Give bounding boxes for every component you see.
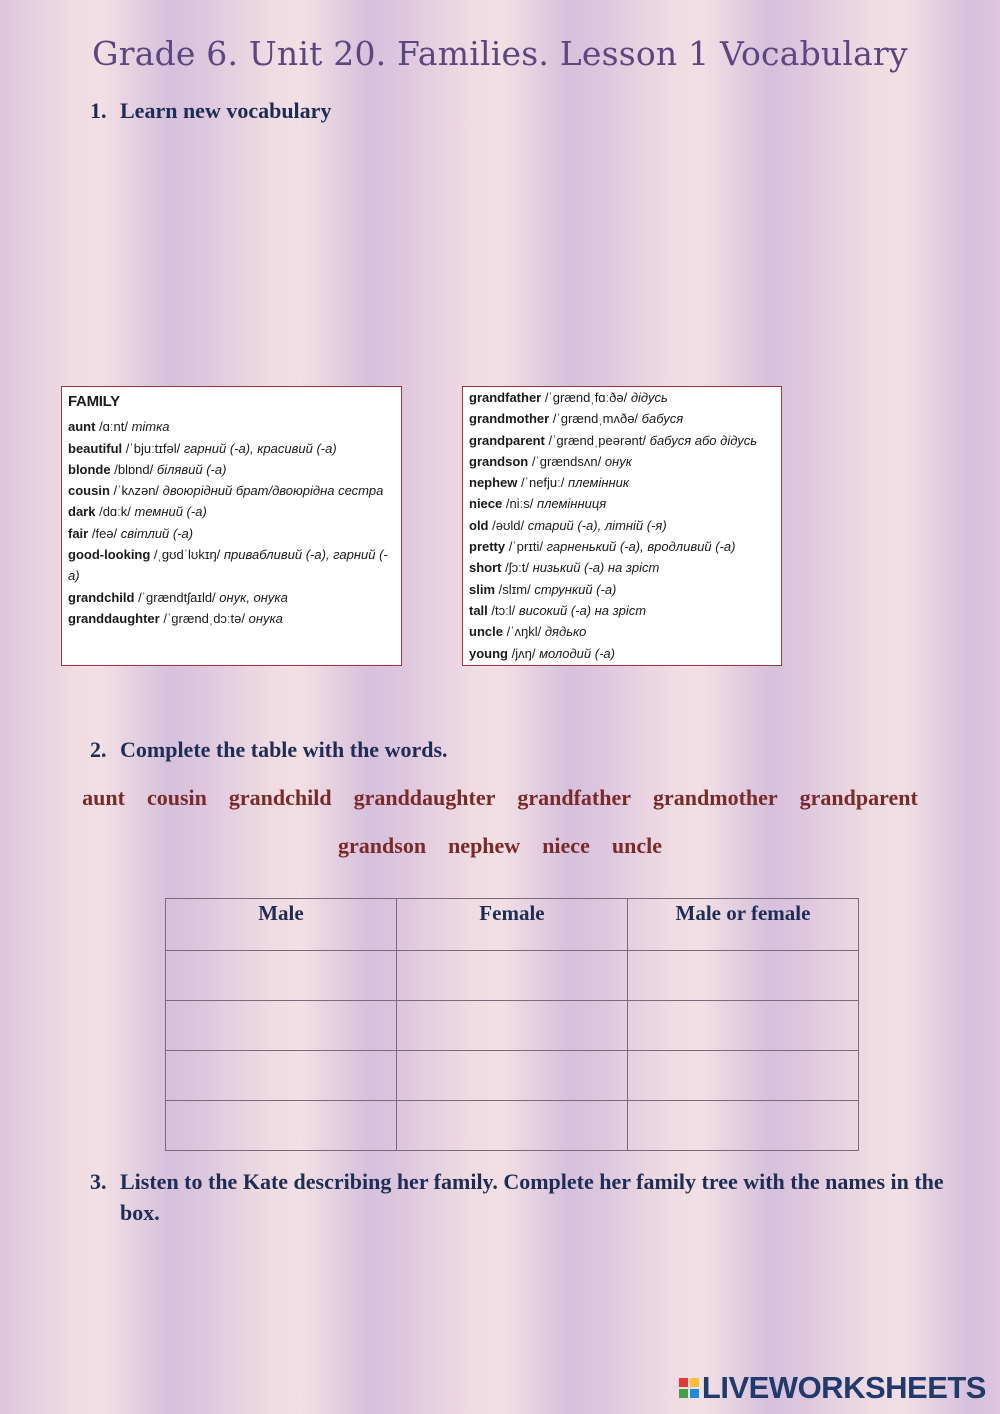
vocab-translation: племінниця (536, 496, 607, 512)
logo-square (690, 1378, 699, 1387)
word-bank-word[interactable]: aunt (82, 785, 125, 810)
liveworksheets-logo-icon (679, 1378, 699, 1398)
vocab-word: pretty (469, 539, 506, 555)
vocab-entry (68, 438, 395, 459)
vocab-word: good-looking (68, 547, 151, 563)
table-row (166, 1051, 859, 1101)
word-bank-word[interactable]: cousin (146, 785, 207, 810)
vocab-entry (469, 643, 775, 664)
vocab-translation: бабуся або дідусь (649, 432, 758, 448)
table-row (166, 1001, 859, 1051)
vocab-word: fair (68, 525, 89, 541)
vocab-translation: гарний (-а), красивий (-а) (183, 440, 337, 456)
section-number: 1. (90, 98, 107, 123)
vocab-entry (469, 579, 775, 600)
table-answer-cell[interactable] (627, 951, 858, 1001)
logo-square (679, 1389, 688, 1398)
vocab-box-right (462, 386, 782, 666)
vocab-list (68, 416, 395, 629)
vocab-translation: гарненький (-а), вродливий (-а) (546, 539, 736, 555)
vocab-word: uncle (469, 624, 503, 640)
vocab-word: young (469, 645, 508, 661)
vocab-translation: дідусь (630, 390, 668, 405)
table-answer-cell[interactable] (396, 1051, 627, 1101)
vocab-translation: привабливий (-а), гарний (-а) (68, 547, 388, 584)
vocab-ipa: /niːs/ (502, 496, 537, 512)
vocab-word: grandfather (469, 390, 542, 405)
vocab-entry (469, 557, 775, 578)
table-answer-cell[interactable] (627, 1051, 858, 1101)
word-bank-word[interactable]: grandparent (799, 785, 918, 810)
logo-square (690, 1389, 699, 1398)
vocab-translation: світлий (-а) (120, 525, 194, 541)
vocab-ipa: /tɔːl/ (487, 602, 519, 618)
vocab-ipa: /ʃɔːt/ (501, 560, 533, 576)
vocab-entry (469, 515, 775, 536)
vocab-list (469, 387, 775, 664)
vocab-ipa: /ˈɡrændˌdɔːtə/ (159, 610, 249, 626)
section-number: 3. (90, 1169, 107, 1194)
table-header-female: Female (396, 899, 627, 951)
vocab-word: nephew (469, 475, 518, 491)
vocab-word: blonde (68, 461, 111, 477)
logo-square (679, 1378, 688, 1387)
vocab-entry (469, 493, 775, 514)
vocab-entry (68, 480, 395, 501)
vocab-ipa: /əʊld/ (488, 517, 528, 533)
vocab-entry (68, 416, 395, 437)
table-answer-cell[interactable] (627, 1001, 858, 1051)
word-bank-word[interactable]: granddaughter (353, 785, 496, 810)
vocab-translation: високий (-а) на зріст (518, 602, 647, 618)
vocab-word: slim (469, 581, 496, 597)
vocab-ipa: /ˈɡrændsʌn/ (528, 453, 605, 469)
vocab-ipa: /ˈbjuːtɪfəl/ (122, 440, 184, 456)
table-answer-cell[interactable] (396, 1101, 627, 1151)
vocab-entry (469, 430, 775, 451)
vocab-word: beautiful (68, 440, 123, 456)
vocab-entry (469, 536, 775, 557)
section-3-heading (90, 1166, 950, 1228)
vocab-ipa: /ˈkʌzən/ (109, 483, 163, 499)
table-answer-cell[interactable] (396, 951, 627, 1001)
section-1-heading (90, 98, 331, 124)
vocab-ipa: /feə/ (88, 525, 121, 541)
table-header-male-or-female: Male or female (627, 899, 858, 951)
vocab-translation: онук (604, 453, 632, 469)
vocab-ipa: /ˈɡrændtʃaɪld/ (134, 589, 220, 605)
table-body (166, 951, 859, 1151)
word-bank-line-2 (0, 833, 1000, 859)
vocab-translation: стрункий (-а) (534, 581, 617, 597)
vocab-ipa: /ˈɡrændˌmʌðə/ (549, 411, 642, 427)
vocab-translation: дядько (544, 624, 587, 640)
vocab-translation: тітка (131, 419, 170, 435)
vocab-translation: білявий (-а) (156, 461, 227, 477)
vocab-translation: племінник (567, 475, 630, 491)
vocab-entry (469, 408, 775, 429)
vocab-ipa: /ˈɡrændˌpeərənt/ (544, 432, 650, 448)
table-header-male: Male (166, 899, 397, 951)
vocab-word: granddaughter (68, 610, 160, 626)
word-bank-word[interactable]: grandfather (517, 785, 632, 810)
vocab-entry (469, 621, 775, 642)
vocab-ipa: /ˈnefjuː/ (517, 475, 568, 491)
vocab-ipa: /ˈprɪti/ (505, 539, 547, 555)
vocab-ipa: /ˈʌŋkl/ (502, 624, 545, 640)
vocab-entry (68, 608, 395, 629)
vocab-word: niece (469, 496, 503, 512)
logo-text: LIVEWORKSHEETS (701, 1370, 986, 1405)
word-bank-word[interactable]: nephew (448, 833, 521, 858)
section-text: Listen to the Kate describing her family. Complete her family tree with the names in the box. (120, 1169, 944, 1225)
vocab-word: dark (68, 504, 96, 520)
word-bank-word[interactable]: uncle (611, 833, 662, 858)
vocab-translation: старий (-а), літній (-я) (527, 517, 667, 533)
table-answer-cell[interactable] (627, 1101, 858, 1151)
vocab-translation: темний (-а) (134, 504, 207, 520)
vocab-entry (68, 544, 395, 587)
vocab-word: tall (469, 602, 488, 618)
vocab-entry (469, 600, 775, 621)
table-row (166, 1101, 859, 1151)
vocab-translation: низький (-а) на зріст (532, 560, 660, 576)
liveworksheets-logo (679, 1370, 986, 1406)
table-answer-cell[interactable] (166, 1001, 397, 1051)
vocab-word: short (469, 560, 502, 576)
vocab-word: grandparent (469, 432, 545, 448)
vocab-entry (68, 501, 395, 522)
vocab-ipa: /blɒnd/ (110, 461, 157, 477)
word-bank-line-1 (0, 785, 1000, 811)
vocab-word: old (469, 517, 489, 533)
vocab-entry (68, 587, 395, 608)
vocab-box-left (61, 386, 402, 666)
vocab-entry (68, 459, 395, 480)
vocab-entry (469, 387, 775, 408)
vocab-ipa: /ˈɡrændˌfɑːðə/ (541, 390, 631, 405)
vocab-ipa: /jʌŋ/ (508, 645, 540, 661)
vocab-translation: бабуся (641, 411, 684, 427)
table-answer-cell[interactable] (166, 951, 397, 1001)
section-text: Complete the table with the words. (120, 737, 448, 762)
vocab-box-heading: FAMILY (68, 393, 120, 410)
table-answer-cell[interactable] (166, 1101, 397, 1151)
vocab-ipa: /slɪm/ (495, 581, 535, 597)
table-answer-cell[interactable] (396, 1001, 627, 1051)
table-answer-cell[interactable] (166, 1051, 397, 1101)
section-2-heading (90, 737, 448, 763)
section-text: Learn new vocabulary (120, 98, 332, 123)
table-row (166, 951, 859, 1001)
word-bank-word[interactable]: grandmother (653, 785, 778, 810)
vocab-word: grandmother (469, 411, 550, 427)
vocab-word: grandchild (68, 589, 135, 605)
vocab-word: cousin (68, 483, 110, 499)
vocab-ipa: /ˌɡʊdˈlʊkɪŋ/ (150, 547, 224, 563)
vocab-translation: онука (248, 610, 283, 626)
vocab-entry (469, 451, 775, 472)
vocab-translation: онук, онука (219, 589, 288, 605)
word-bank-word[interactable]: niece (542, 833, 590, 858)
word-bank-word[interactable]: grandson (338, 833, 427, 858)
vocab-translation: молодий (-а) (539, 645, 615, 661)
sorting-table (165, 898, 859, 1151)
vocab-ipa: /dɑːk/ (95, 504, 135, 520)
vocab-word: grandson (469, 453, 529, 469)
page-title: Grade 6. Unit 20. Families. Lesson 1 Vocabulary (92, 34, 908, 73)
vocab-word: aunt (68, 419, 96, 435)
vocab-ipa: /ɑːnt/ (95, 419, 132, 435)
section-number: 2. (90, 737, 107, 762)
word-bank-word[interactable]: grandchild (228, 785, 332, 810)
vocab-translation: двоюрідний брат/двоюрідна сестра (162, 483, 384, 499)
vocab-entry (68, 523, 395, 544)
vocab-entry (469, 472, 775, 493)
